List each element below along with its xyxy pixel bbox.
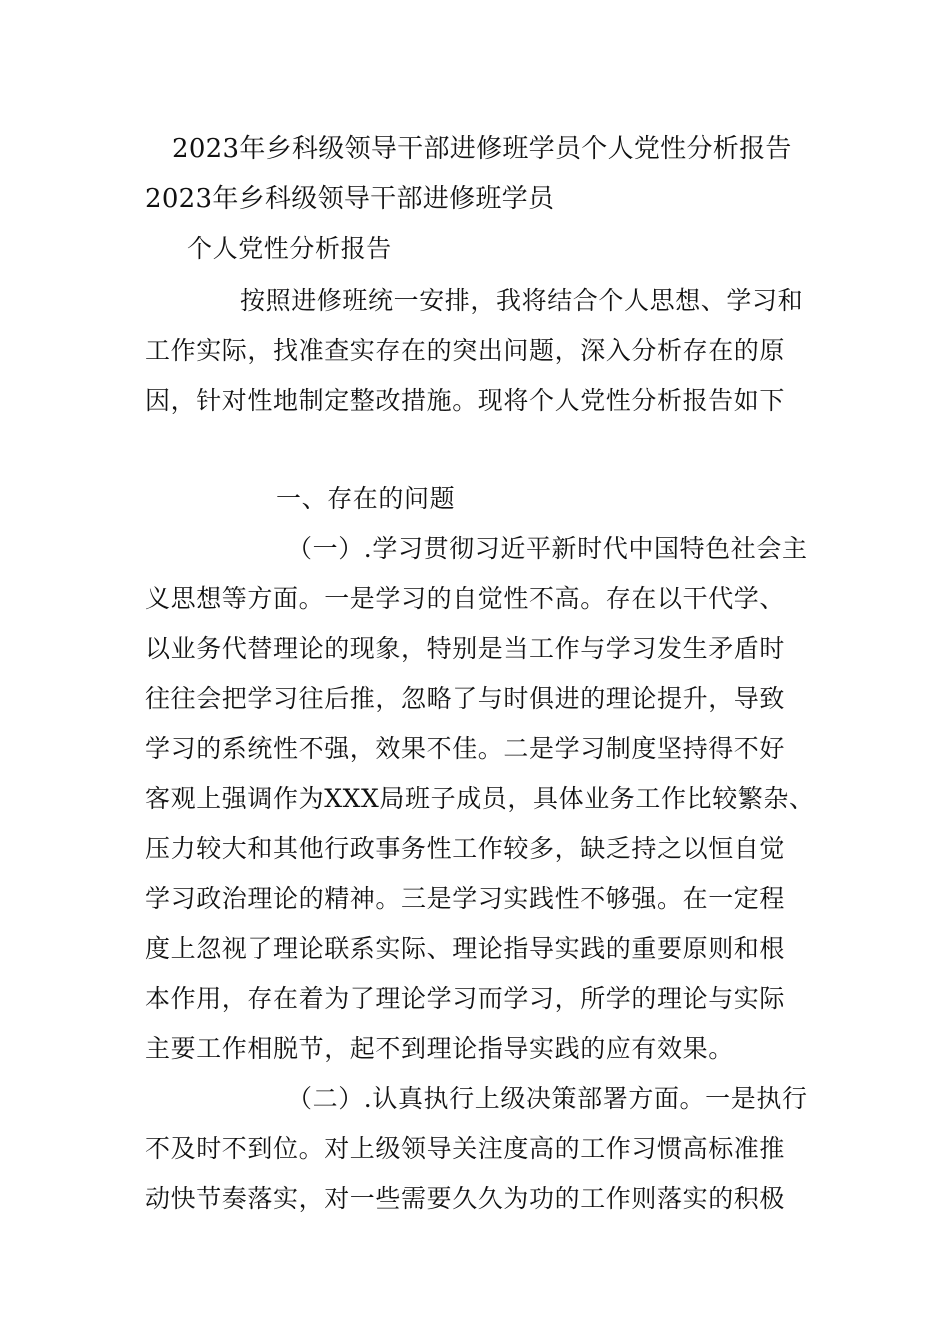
subsection1-line: 学习政治理论的精神。三是学习实践性不够强。在一定程 [145, 884, 786, 913]
subsection2-line: （二）.认真执行上级决策部署方面。一是执行 [287, 1084, 808, 1113]
subsection1-line: 本作用，存在着为了理论学习而学习，所学的理论与实际 [145, 984, 786, 1013]
subsection1-line: 主要工作相脱节，起不到理论指导实践的应有效果。 [145, 1034, 734, 1063]
subsection1-line: 以业务代替理论的现象，特别是当工作与学习发生矛盾时 [145, 634, 786, 663]
intro-line: 按照进修班统一安排，我将结合个人思想、学习和 [240, 286, 804, 315]
subsection1-line: 往往会把学习往后推，忽略了与时俱进的理论提升，导致 [145, 684, 786, 713]
subsection1-line: 学习的系统性不强，效果不佳。二是学习制度坚持得不好 [145, 734, 786, 763]
subsection1-line: 客观上强调作为XXX局班子成员，具体业务工作比较繁杂、 [145, 784, 815, 813]
subsection1-line: 度上忽视了理论联系实际、理论指导实践的重要原则和根 [145, 934, 786, 963]
document-subtitle-line2: 个人党性分析报告 [187, 234, 392, 263]
subsection1-line: （一）.学习贯彻习近平新时代中国特色社会主 [287, 534, 808, 563]
subsection2-line: 不及时不到位。对上级领导关注度高的工作习惯高标准推 [145, 1134, 786, 1163]
intro-line: 因，针对性地制定整改措施。现将个人党性分析报告如下 [145, 386, 786, 415]
subsection1-line: 压力较大和其他行政事务性工作较多，缺乏持之以恒自觉 [145, 834, 786, 863]
document-subtitle-line1: 2023年乡科级领导干部进修班学员 [145, 184, 555, 214]
intro-line: 工作实际，找准查实存在的突出问题，深入分析存在的原 [145, 336, 786, 365]
section-heading: 一、存在的问题 [276, 484, 456, 513]
subsection2-line: 动快节奏落实，对一些需要久久为功的工作则落实的积极 [145, 1184, 786, 1213]
subsection1-line: 义思想等方面。一是学习的自觉性不高。存在以干代学、 [145, 584, 786, 613]
document-title: 2023年乡科级领导干部进修班学员个人党性分析报告 [172, 134, 792, 164]
